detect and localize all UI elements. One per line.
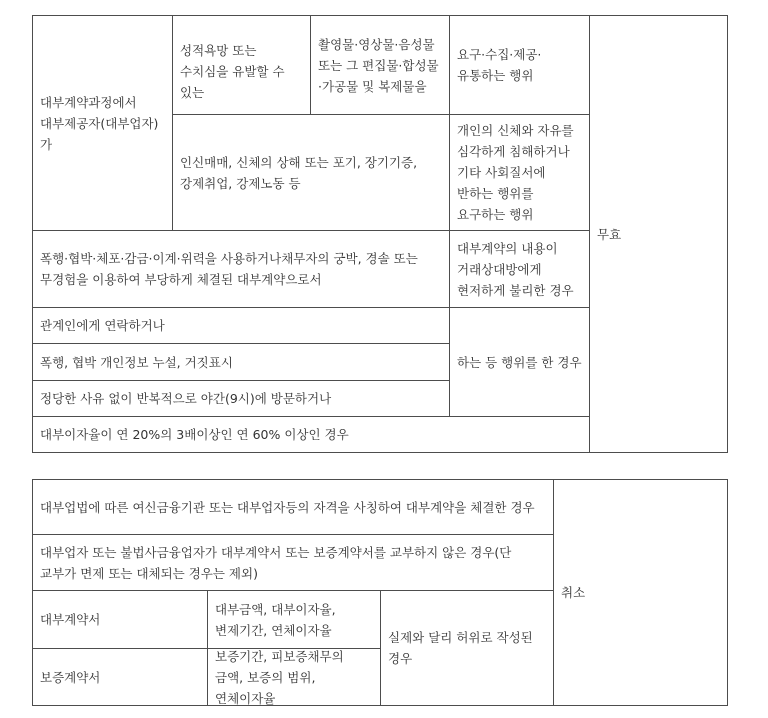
sexual-desire-text: 성적욕망 또는 수치심을 유발할 수 있는 xyxy=(180,43,285,100)
loan-contract-items-text: 대부금액, 대부이자율, 변제기간, 연체이자율 xyxy=(215,601,336,638)
contact-relatives-text: 관계인에게 연락하거나 xyxy=(40,318,165,333)
actor-text: 대부계약과정에서 대부제공자(대부업자)가 xyxy=(40,94,159,152)
no-documents-cell xyxy=(32,534,554,591)
unfair-contract-text: 대부계약의 내용이 거래상대방에게 현저하게 불리한 경우 xyxy=(457,240,574,298)
guarantee-contract-items-cell xyxy=(207,648,381,706)
night-visits-text: 정당한 사유 없이 반복적으로 야간(9시)에 방문하거나 xyxy=(40,391,332,406)
sexual-desire-cell xyxy=(172,15,311,115)
loan-contract-items-cell xyxy=(207,590,381,649)
impersonation-cell xyxy=(32,479,554,535)
false-writing-text: 실제와 달리 허위로 작성된 경우 xyxy=(388,630,533,666)
cancel-result-text: 취소 xyxy=(561,585,586,600)
guarantee-contract-items-text: 보증기간, 피보증채무의 금액, 보증의 범위, 연체이자율 xyxy=(215,648,344,706)
void-result-text: 무효 xyxy=(597,226,622,242)
freedom-violation-cell xyxy=(449,114,590,231)
interest-rate-text: 대부이자율이 연 20%의 3배이상인 연 60% 이상인 경우 xyxy=(40,427,349,442)
distribution-cell xyxy=(449,15,590,115)
trafficking-cell xyxy=(172,114,450,231)
loan-contract-text: 대부계약서 xyxy=(40,612,101,627)
night-visits-cell xyxy=(32,380,450,417)
contact-relatives-cell xyxy=(32,307,450,344)
recordings-cell xyxy=(310,15,450,115)
freedom-violation-text: 개인의 신체와 자유를 심각하게 침해하거나 기타 사회질서에 반하는 행위를 요구하는 행위 xyxy=(457,123,574,222)
coercion-text: 폭행·협박·체포·감금·이계·위력을 사용하거나채무자의 궁박, 경솔 또는 무경험을 이용하여 부당하게 체결된 대부계약으로서 xyxy=(40,251,418,287)
cancel-result-cell xyxy=(553,479,728,706)
unfair-contract-cell xyxy=(449,230,590,308)
interest-rate-cell xyxy=(32,416,590,453)
recordings-text: 촬영물·영상물·음성물 또는 그 편집물·합성물·가공물 및 복제물을 xyxy=(318,36,439,94)
false-writing-cell xyxy=(380,590,554,706)
such-acts-cell xyxy=(449,307,590,417)
guarantee-contract-cell xyxy=(32,648,208,706)
violence-privacy-cell xyxy=(32,343,450,381)
violence-privacy-text: 폭행, 협박 개인정보 누설, 거짓표시 xyxy=(40,354,233,370)
distribution-text: 요구·수집·제공·유통하는 행위 xyxy=(457,47,542,83)
impersonation-text: 대부업법에 따른 여신금융기관 또는 대부업자등의 자격을 사칭하여 대부계약을 체결한 경우 xyxy=(40,499,535,515)
loan-contract-cell xyxy=(32,590,208,649)
guarantee-contract-text: 보증계약서 xyxy=(40,669,101,685)
trafficking-text: 인신매매, 신체의 상해 또는 포기, 장기기증, 강제취업, 강제노동 등 xyxy=(180,154,418,191)
void-result-cell xyxy=(589,15,728,453)
such-acts-text: 하는 등 행위를 한 경우 xyxy=(457,354,582,370)
no-documents-text: 대부업자 또는 불법사금융업자가 대부계약서 또는 보증계약서를 교부하지 않은 경우(단 교부가 면제 또는 대체되는 경우는 제외) xyxy=(40,544,512,581)
actor-cell xyxy=(32,15,173,231)
coercion-cell xyxy=(32,230,450,308)
